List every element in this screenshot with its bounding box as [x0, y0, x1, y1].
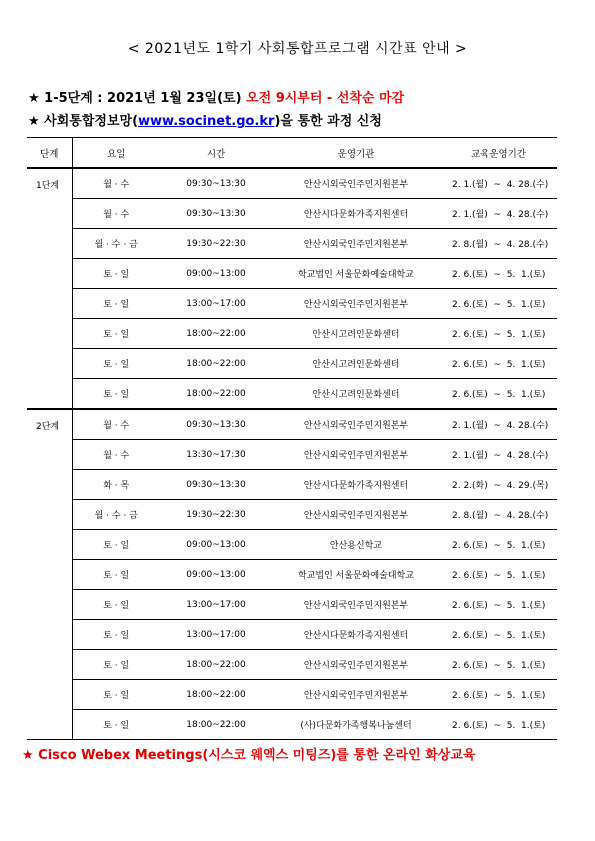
period-cell: 2. 6.(토) ~ 5. 1.(토) [440, 289, 557, 319]
organization-cell: 안산시외국인주민지원본부 [272, 650, 440, 680]
day-cell: 토 · 일 [72, 620, 160, 650]
table-row [27, 289, 557, 319]
day-cell: 월 · 수 [72, 168, 160, 199]
day-cell: 화 · 목 [72, 470, 160, 500]
table-row [27, 259, 557, 289]
header-organization: 운영기관 [272, 138, 440, 169]
organization-cell: 안산시외국인주민지원본부 [272, 229, 440, 259]
day-cell: 월 · 수 · 금 [72, 500, 160, 530]
period-cell: 2. 2.(화) ~ 4. 29.(목) [440, 470, 557, 500]
table-row [27, 680, 557, 710]
period-cell: 2. 1.(월) ~ 4. 28.(수) [440, 409, 557, 440]
day-cell: 토 · 일 [72, 379, 160, 410]
organization-cell: 학교법인 서울문화예술대학교 [272, 560, 440, 590]
online-class-text: Cisco Webex Meetings(시스코 웨엑스 미팅즈)를 통한 온라인 화상교육 [33, 748, 476, 763]
period-cell: 2. 6.(토) ~ 5. 1.(토) [440, 650, 557, 680]
organization-cell: 안산시다문화가족지원센터 [272, 199, 440, 229]
schedule-table [27, 137, 557, 740]
table-header-row [27, 138, 557, 169]
time-cell: 09:00~13:00 [160, 259, 272, 289]
table-row [27, 440, 557, 470]
time-cell: 13:00~17:00 [160, 620, 272, 650]
table-row [27, 620, 557, 650]
registration-highlight: 오전 9시부터 - 선착순 마감 [246, 91, 405, 106]
time-cell: 18:00~22:00 [160, 319, 272, 349]
organization-cell: 안산시외국인주민지원본부 [272, 590, 440, 620]
application-notice [28, 110, 382, 129]
time-cell: 09:30~13:30 [160, 168, 272, 199]
time-cell: 09:30~13:30 [160, 409, 272, 440]
time-cell: 18:00~22:00 [160, 349, 272, 379]
day-cell: 토 · 일 [72, 349, 160, 379]
table-row [27, 500, 557, 530]
time-cell: 09:30~13:30 [160, 470, 272, 500]
day-cell: 토 · 일 [72, 530, 160, 560]
time-cell: 18:00~22:00 [160, 379, 272, 410]
day-cell: 월 · 수 [72, 440, 160, 470]
organization-cell: 안산시다문화가족지원센터 [272, 620, 440, 650]
day-cell: 월 · 수 [72, 409, 160, 440]
day-cell: 토 · 일 [72, 590, 160, 620]
period-cell: 2. 6.(토) ~ 5. 1.(토) [440, 560, 557, 590]
time-cell: 13:30~17:30 [160, 440, 272, 470]
period-cell: 2. 1.(월) ~ 4. 28.(수) [440, 199, 557, 229]
organization-cell: 안산용신학교 [272, 530, 440, 560]
table-row [27, 470, 557, 500]
day-cell: 토 · 일 [72, 319, 160, 349]
period-cell: 2. 6.(토) ~ 5. 1.(토) [440, 349, 557, 379]
star-icon: ★ [28, 91, 40, 106]
period-cell: 2. 8.(월) ~ 4. 28.(수) [440, 229, 557, 259]
table-row [27, 379, 557, 410]
online-class-notice [22, 744, 475, 763]
table-row [27, 530, 557, 560]
stage-cell: 2단계 [27, 409, 72, 740]
organization-cell: 안산시외국인주민지원본부 [272, 680, 440, 710]
period-cell: 2. 6.(토) ~ 5. 1.(토) [440, 530, 557, 560]
day-cell: 토 · 일 [72, 259, 160, 289]
table-row [27, 710, 557, 740]
time-cell: 09:30~13:30 [160, 199, 272, 229]
socinet-link[interactable]: www.socinet.go.kr [138, 114, 275, 129]
period-cell: 2. 6.(토) ~ 5. 1.(토) [440, 620, 557, 650]
table-row [27, 349, 557, 379]
period-cell: 2. 6.(토) ~ 5. 1.(토) [440, 259, 557, 289]
time-cell: 13:00~17:00 [160, 590, 272, 620]
table-row [27, 168, 557, 199]
period-cell: 2. 6.(토) ~ 5. 1.(토) [440, 319, 557, 349]
registration-date: 1-5단계 : 2021년 1월 23일(토) [39, 91, 247, 106]
time-cell: 09:00~13:00 [160, 560, 272, 590]
period-cell: 2. 1.(월) ~ 4. 28.(수) [440, 440, 557, 470]
day-cell: 월 · 수 · 금 [72, 229, 160, 259]
day-cell: 토 · 일 [72, 289, 160, 319]
period-cell: 2. 6.(토) ~ 5. 1.(토) [440, 680, 557, 710]
organization-cell: 안산시외국인주민지원본부 [272, 168, 440, 199]
time-cell: 19:30~22:30 [160, 500, 272, 530]
period-cell: 2. 6.(토) ~ 5. 1.(토) [440, 590, 557, 620]
header-day: 요일 [72, 138, 160, 169]
day-cell: 토 · 일 [72, 710, 160, 740]
registration-notice [28, 87, 404, 106]
organization-cell: 안산시외국인주민지원본부 [272, 409, 440, 440]
stage-cell: 1단계 [27, 168, 72, 409]
table-row [27, 560, 557, 590]
table-row [27, 199, 557, 229]
table-row [27, 319, 557, 349]
header-stage: 단계 [27, 138, 72, 169]
table-row [27, 409, 557, 440]
header-period: 교육운영기간 [440, 138, 557, 169]
period-cell: 2. 6.(토) ~ 5. 1.(토) [440, 379, 557, 410]
organization-cell: 안산시외국인주민지원본부 [272, 500, 440, 530]
application-suffix: )을 통한 과정 신청 [274, 114, 382, 129]
day-cell: 토 · 일 [72, 680, 160, 710]
table-row [27, 590, 557, 620]
time-cell: 18:00~22:00 [160, 710, 272, 740]
time-cell: 18:00~22:00 [160, 650, 272, 680]
day-cell: 토 · 일 [72, 650, 160, 680]
time-cell: 13:00~17:00 [160, 289, 272, 319]
star-icon: ★ [28, 114, 40, 129]
schedule-body [27, 168, 557, 740]
period-cell: 2. 1.(월) ~ 4. 28.(수) [440, 168, 557, 199]
organization-cell: 안산시외국인주민지원본부 [272, 440, 440, 470]
day-cell: 월 · 수 [72, 199, 160, 229]
table-row [27, 650, 557, 680]
day-cell: 토 · 일 [72, 560, 160, 590]
organization-cell: (사)다문화가족행복나눔센터 [272, 710, 440, 740]
time-cell: 18:00~22:00 [160, 680, 272, 710]
organization-cell: 안산시고려인문화센터 [272, 379, 440, 410]
time-cell: 19:30~22:30 [160, 229, 272, 259]
time-cell: 09:00~13:00 [160, 530, 272, 560]
period-cell: 2. 6.(토) ~ 5. 1.(토) [440, 710, 557, 740]
organization-cell: 안산시외국인주민지원본부 [272, 289, 440, 319]
star-icon: ★ [22, 748, 34, 763]
application-prefix: 사회통합정보망( [39, 114, 139, 129]
period-cell: 2. 8.(월) ~ 4. 28.(수) [440, 500, 557, 530]
organization-cell: 학교법인 서울문화예술대학교 [272, 259, 440, 289]
organization-cell: 안산시고려인문화센터 [272, 349, 440, 379]
organization-cell: 안산시고려인문화센터 [272, 319, 440, 349]
table-row [27, 229, 557, 259]
organization-cell: 안산시다문화가족지원센터 [272, 470, 440, 500]
page-title: < 2021년도 1학기 사회통합프로그램 시간표 안내 > [127, 41, 468, 57]
header-time: 시간 [160, 138, 272, 169]
